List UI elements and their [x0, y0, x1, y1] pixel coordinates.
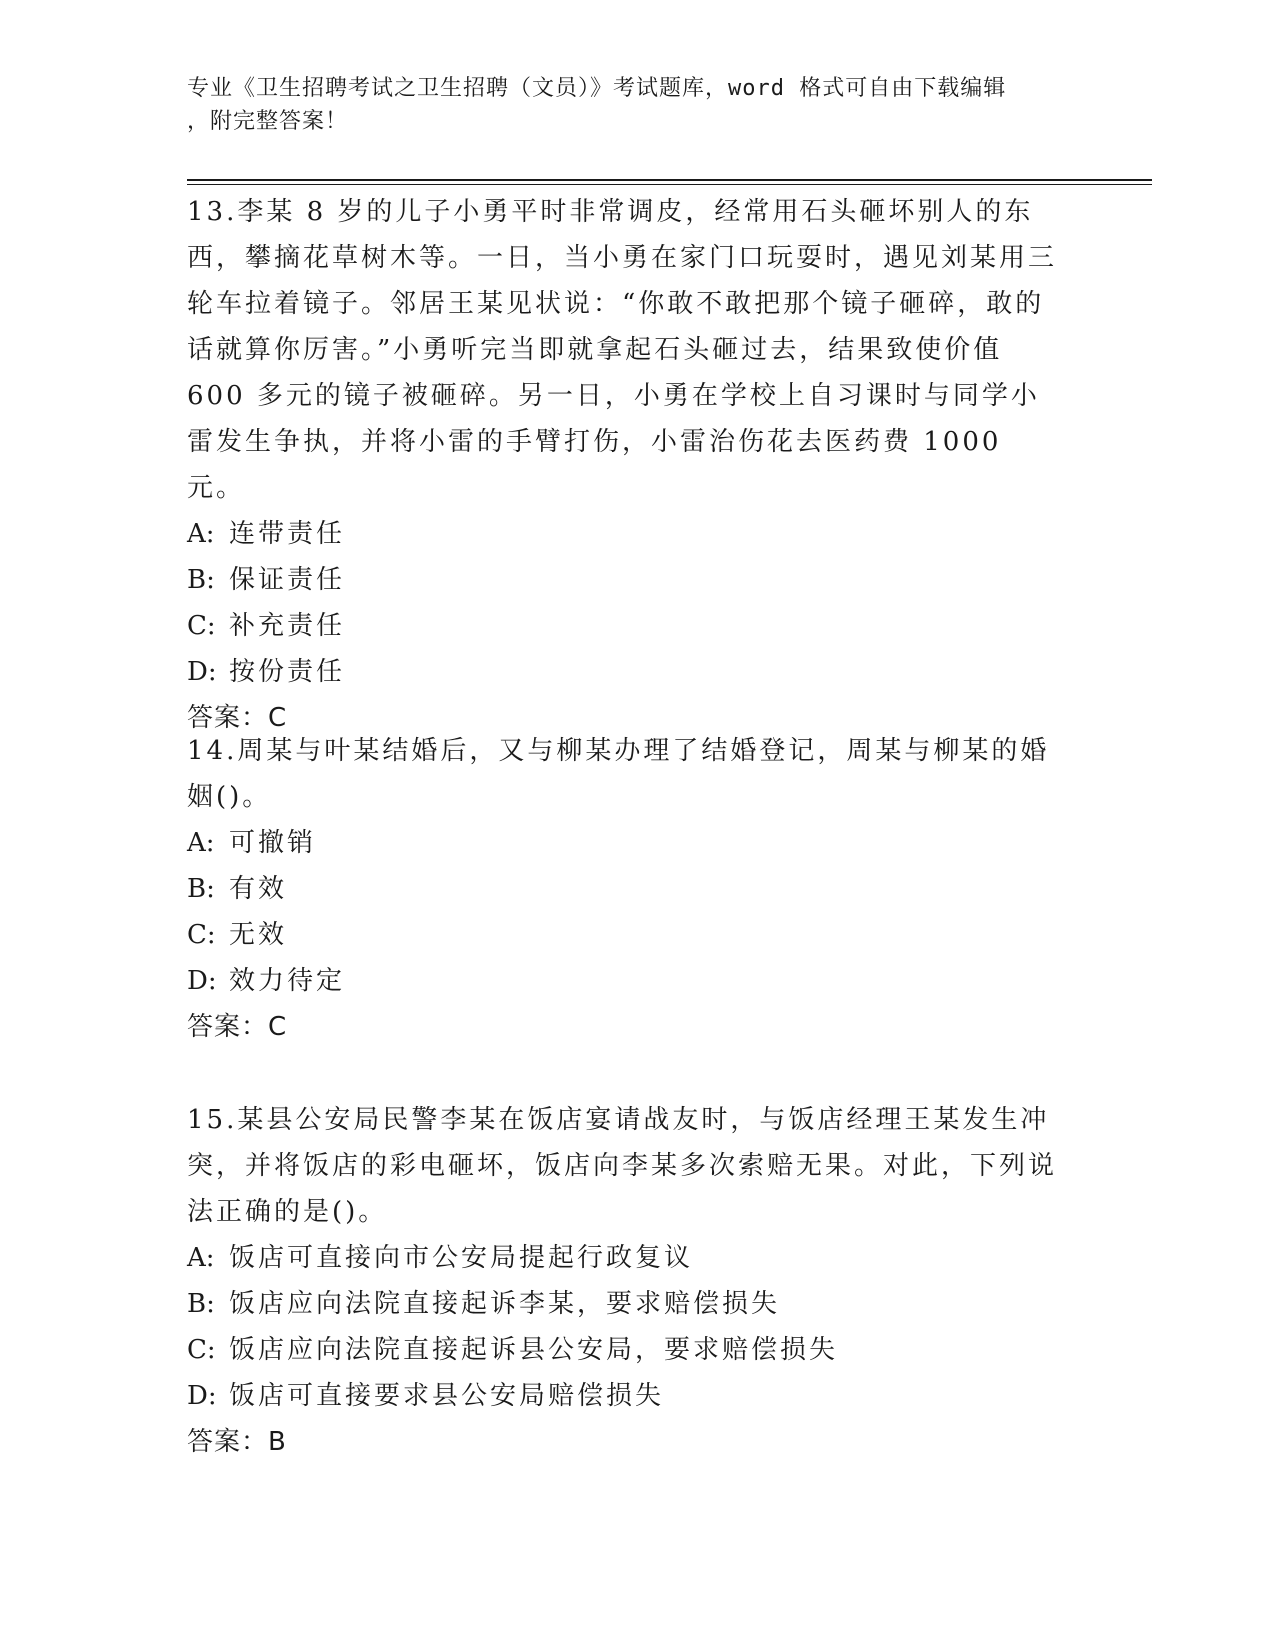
- option-letter: B:: [187, 565, 215, 595]
- option-list: [187, 511, 1067, 695]
- option-list: [187, 1235, 1067, 1419]
- option-text: 可撤销: [229, 828, 317, 858]
- option-text: 饭店可直接向市公安局提起行政复议: [229, 1243, 694, 1273]
- option-letter: B:: [187, 874, 215, 904]
- option-letter: B:: [187, 1289, 215, 1319]
- option-c: [187, 603, 1067, 649]
- option-text: 无效: [229, 920, 288, 950]
- option-letter: D:: [187, 1381, 217, 1411]
- option-d: [187, 649, 1067, 695]
- option-letter: D:: [187, 966, 217, 996]
- header-divider-thin: [187, 184, 1152, 185]
- question-stem: 15.某县公安局民警李某在饭店宴请战友时，与饭店经理王某发生冲突，并将饭店的彩电砸坏，饭店向李某多次索赔无果。对此，下列说法正确的是()。: [187, 1105, 1058, 1227]
- option-a: [187, 820, 1067, 866]
- option-text: 有效: [229, 874, 288, 904]
- option-c: [187, 912, 1067, 958]
- answer-line: 答案：C: [187, 1012, 288, 1042]
- question-13: [187, 189, 1067, 741]
- option-a: [187, 1235, 1067, 1281]
- option-b: [187, 1281, 1067, 1327]
- question-stem: 14.周某与叶某结婚后，又与柳某办理了结婚登记，周某与柳某的婚姻()。: [187, 736, 1050, 812]
- option-a: [187, 511, 1067, 557]
- option-b: [187, 557, 1067, 603]
- question-stem: 13.李某 8 岁的儿子小勇平时非常调皮，经常用石头砸坏别人的东西，攀摘花草树木等。一日，当小勇在家门口玩耍时，遇见刘某用三轮车拉着镜子。邻居王某见状说：“你敢不敢把那个镜子砸碎，敢的话就算你厉害。”小勇听完当即就拿起石头砸过去，结果致使价值 600 多元的镜子被砸碎。另一日，小勇在学校上自习课时与同学小雷发生争执，并将小雷的手臂打伤，小雷治伤花去医药费 1000 元。: [187, 197, 1058, 503]
- option-text: 饭店可直接要求县公安局赔偿损失: [229, 1381, 665, 1411]
- option-letter: A:: [187, 828, 215, 858]
- option-text: 补充责任: [229, 611, 346, 641]
- option-b: [187, 866, 1067, 912]
- option-text: 保证责任: [229, 565, 346, 595]
- option-text: 饭店应向法院直接起诉县公安局，要求赔偿损失: [229, 1335, 839, 1365]
- answer-line: 答案：B: [187, 1427, 287, 1457]
- option-letter: A:: [187, 1243, 215, 1273]
- option-d: [187, 958, 1067, 1004]
- option-text: 连带责任: [229, 519, 346, 549]
- option-c: [187, 1327, 1067, 1373]
- document-header: [187, 72, 1067, 138]
- option-letter: C:: [187, 1335, 216, 1365]
- question-14: [187, 728, 1067, 1050]
- option-text: 饭店应向法院直接起诉李某，要求赔偿损失: [229, 1289, 781, 1319]
- option-letter: C:: [187, 611, 216, 641]
- answer-line: 答案：C: [187, 703, 288, 733]
- option-letter: C:: [187, 920, 216, 950]
- question-15: [187, 1097, 1067, 1465]
- option-d: [187, 1373, 1067, 1419]
- header-divider-thick: [187, 179, 1152, 181]
- option-letter: D:: [187, 657, 217, 687]
- option-list: [187, 820, 1067, 1004]
- option-text: 按份责任: [229, 657, 346, 687]
- header-line-1: 专业《卫生招聘考试之卫生招聘（文员）》考试题库，word 格式可自由下载编辑: [187, 76, 1007, 101]
- option-letter: A:: [187, 519, 215, 549]
- option-text: 效力待定: [229, 966, 346, 996]
- header-line-2: ，附完整答案！: [187, 109, 349, 134]
